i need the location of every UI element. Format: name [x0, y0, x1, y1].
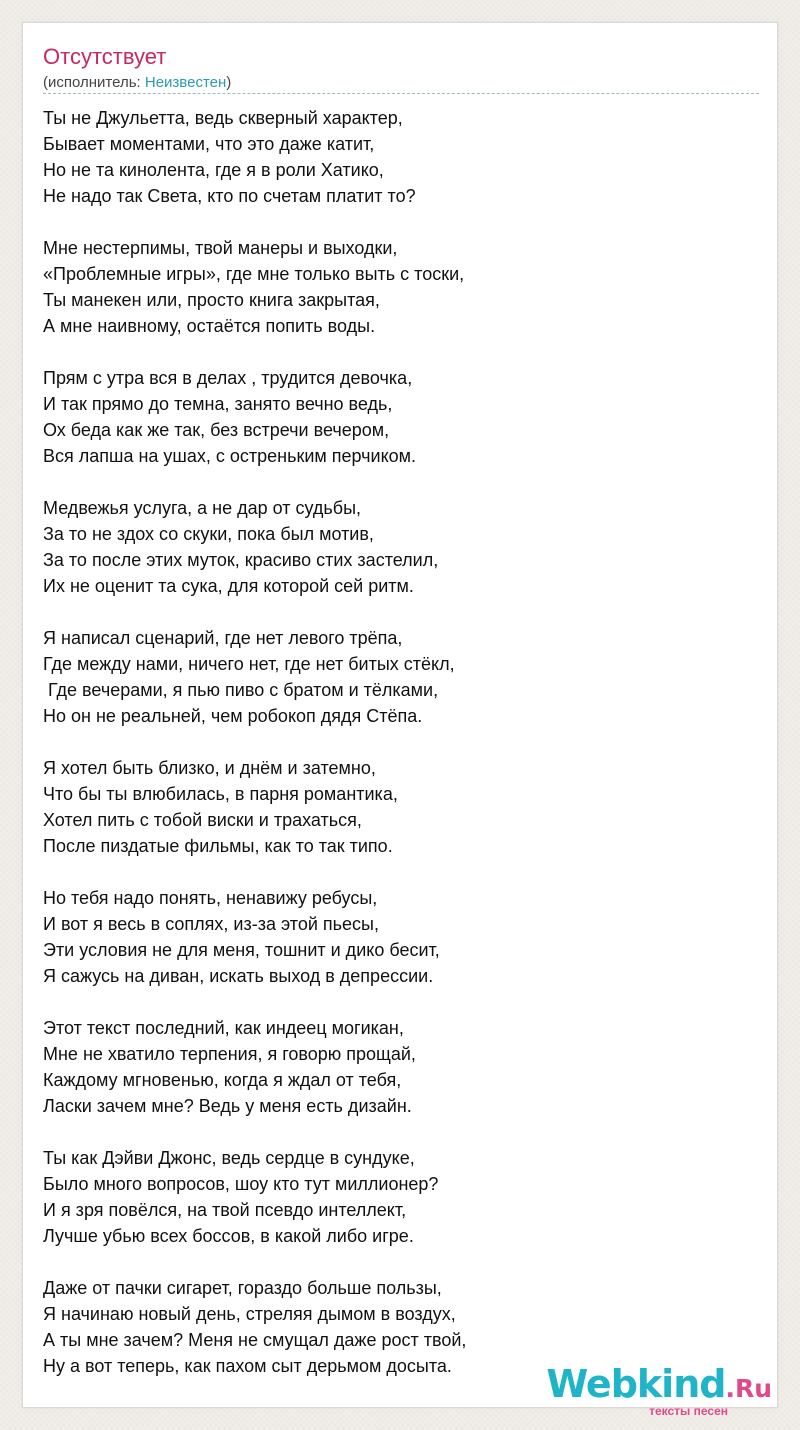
lyric-line: Ох беда как же так, без встречи вечером,: [43, 420, 390, 440]
lyric-line: Каждому мгновенью, когда я ждал от тебя,: [43, 1070, 402, 1090]
lyric-line: Даже от пачки сигарет, гораздо больше пользы,: [43, 1278, 442, 1298]
lyric-line: Лучше убью всех боссов, в какой либо игре.: [43, 1226, 414, 1246]
lyric-line: А ты мне зачем? Меня не смущал даже рост твой,: [43, 1330, 467, 1350]
artist-link[interactable]: Неизвестен: [144, 74, 227, 91]
lyric-line: Мне не хватило терпения, я говорю прощай,: [43, 1044, 416, 1064]
lyric-line: Эти условия не для меня, тошнит и дико бесит,: [43, 940, 440, 960]
lyric-line: Но не та кинолента, где я в роли Хатико,: [43, 160, 384, 180]
lyric-line: Я начинаю новый день, стреляя дымом в воздух,: [43, 1304, 456, 1324]
lyric-line: Где между нами, ничего нет, где нет битых стёкл,: [43, 654, 455, 674]
song-title: Отсутствует: [43, 44, 167, 69]
lyric-line: Но он не реальней, чем робокоп дядя Стёпа.: [43, 706, 423, 726]
stanza: [43, 1145, 759, 1249]
logo-wordmark: [546, 1362, 772, 1407]
lyric-line: Я написал сценарий, где нет левого трёпа,: [43, 628, 403, 648]
lyric-line: А мне наивному, остаётся попить воды.: [43, 316, 376, 336]
lyric-line: Ласки зачем мне? Ведь у меня есть дизайн.: [43, 1096, 412, 1116]
lyric-line: Не надо так Света, кто по счетам платит то?: [43, 186, 416, 206]
lyric-line: Я хотел быть близко, и днём и затемно,: [43, 758, 376, 778]
lyric-line: За то после этих муток, красиво стих застелил,: [43, 550, 439, 570]
artist-suffix: ): [226, 74, 232, 91]
artist-prefix: (исполнитель:: [43, 74, 145, 91]
logo-subtitle: тексты песен: [649, 1404, 728, 1418]
lyric-line: Хотел пить с тобой виски и трахаться,: [43, 810, 362, 830]
site-logo[interactable]: [546, 1362, 772, 1418]
logo-main-text: Webkind: [546, 1362, 726, 1406]
lyric-line: Было много вопросов, шоу кто тут миллионер?: [43, 1174, 439, 1194]
lyric-line: Прям с утра вся в делах , трудится девочка,: [43, 368, 413, 388]
stanza: [43, 495, 759, 599]
stanza: [43, 885, 759, 989]
lyric-line: И так прямо до темна, занято вечно ведь,: [43, 394, 393, 414]
lyric-line: Ты не Джульетта, ведь скверный характер,: [43, 108, 403, 128]
lyric-line: Где вечерами, я пью пиво с братом и тёлками,: [43, 680, 439, 700]
lyric-line: Бывает моментами, что это даже катит,: [43, 134, 375, 154]
logo-tld: .Ru: [725, 1374, 772, 1403]
lyric-line: И вот я весь в соплях, из-за этой пьесы,: [43, 914, 379, 934]
lyrics-card: [22, 22, 778, 1408]
lyric-line: Я сажусь на диван, искать выход в депрессии.: [43, 966, 434, 986]
lyric-line: Медвежья услуга, а не дар от судьбы,: [43, 498, 362, 518]
title-divider: [43, 93, 759, 94]
stanza: [43, 755, 759, 859]
lyrics-body: [43, 105, 759, 1405]
lyric-line: Мне нестерпимы, твой манеры и выходки,: [43, 238, 398, 258]
lyric-line: Что бы ты влюбилась, в парня романтика,: [43, 784, 398, 804]
lyric-line: Но тебя надо понять, ненавижу ребусы,: [43, 888, 378, 908]
stanza: [43, 235, 759, 339]
stanza: [43, 625, 759, 729]
artist-line: [43, 74, 231, 92]
lyric-line: Этот текст последний, как индеец могикан,: [43, 1018, 404, 1038]
lyric-line: Ты как Дэйви Джонс, ведь сердце в сундуке,: [43, 1148, 415, 1168]
lyric-line: За то не здох со скуки, пока был мотив,: [43, 524, 374, 544]
lyric-line: Их не оценит та сука, для которой сей ритм.: [43, 576, 414, 596]
lyric-line: После пиздатые фильмы, как то так типо.: [43, 836, 393, 856]
lyric-line: «Проблемные игры», где мне только выть с тоски,: [43, 264, 465, 284]
lyric-line: Вся лапша на ушах, с остреньким перчиком.: [43, 446, 417, 466]
stanza: [43, 1015, 759, 1119]
lyric-line: И я зря повёлся, на твой псевдо интеллект,: [43, 1200, 407, 1220]
lyric-line: Ты манекен или, просто книга закрытая,: [43, 290, 380, 310]
stanza: [43, 365, 759, 469]
lyric-line: Ну а вот теперь, как пахом сыт дерьмом досыта.: [43, 1356, 452, 1376]
stanza: [43, 105, 759, 209]
